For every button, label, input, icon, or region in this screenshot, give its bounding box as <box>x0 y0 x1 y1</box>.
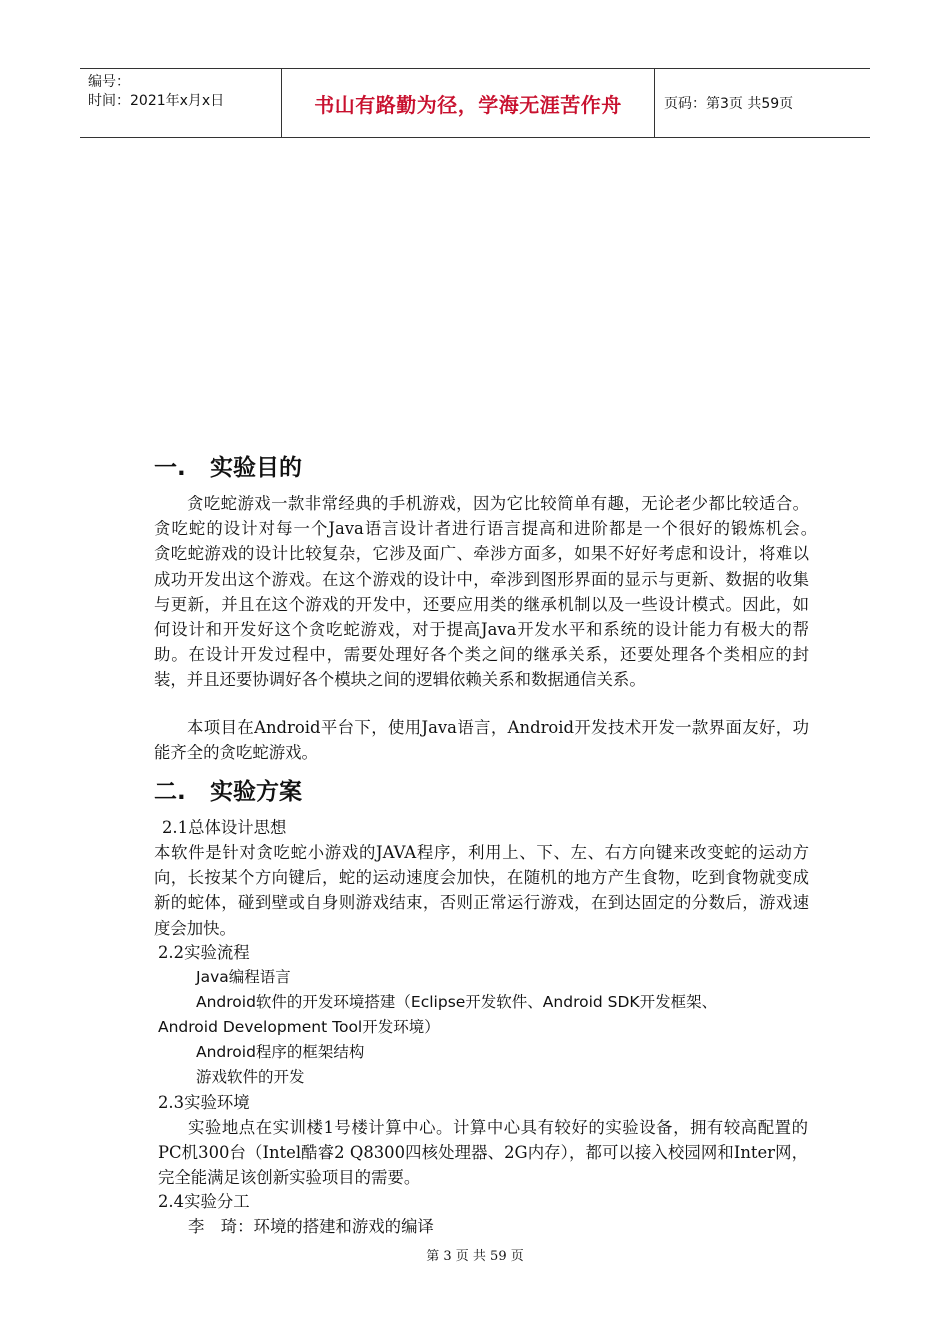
section-1-paragraph-1: 贪吃蛇游戏一款非常经典的手机游戏，因为它比较简单有趣，无论老少都比较适合。贪吃蛇的设计对每一个Java语言设计者进行语言提高和进阶都是一个很好的锻炼机会。 贪吃蛇游戏的设计比较复杂，它涉及面广、牵涉方面多，如果不好好考虑和设计，将难以成功开发出这个游戏。在这个游戏的设计中，牵涉到图形界面的显示与更新、数据的收集与更新，并且在这个游戏的开发中，还要应用类的继承机制以及一些设计模式。因此，如何设计和开发好这个贪吃蛇游戏，对于提高Java开发水平和系统的设计能力有极大的帮助。在设计开发过程中，需要处理好各个类之间的继承关系，还要处理各个类相应的封装，并且还要协调好各个模块之间的逻辑依赖关系和数据通信关系。 <box>154 494 859 690</box>
subsection-2-4-title: 2.4实验分工 <box>158 1192 250 1211</box>
flow-item-2: Android软件的开发环境搭建（Eclipse开发软件、Android SDK开发框架、 <box>196 993 718 1011</box>
division-item-1: 李 琦：环境的搭建和游戏的编译 <box>188 1217 434 1236</box>
section-1-number: 一. <box>154 455 186 481</box>
section-1-heading <box>154 452 302 484</box>
page-header <box>80 68 870 138</box>
section-1-paragraph-2: 本项目在Android平台下，使用Java语言，Android开发技术开发一款界面友好，功能齐全的贪吃蛇游戏。 <box>154 718 809 763</box>
subsection-2-3-title: 2.3实验环境 <box>158 1093 250 1112</box>
page-footer: 第 3 页 共 59 页 <box>426 1249 524 1264</box>
serial-label: 编号： <box>88 74 130 90</box>
time-label: 时间：2021年x月x日 <box>88 93 225 109</box>
subsection-2-1-text: 本软件是针对贪吃蛇小游戏的JAVA程序，利用上、下、左、右方向键来改变蛇的运动方向，长按某个方向键后，蛇的运动速度会加快，在随机的地方产生食物，吃到食物就变成新的蛇体，碰到壁或自身则游戏结束，否则正常运行游戏，在到达固定的分数后，游戏速度会加快。 <box>154 843 809 938</box>
section-1-title: 实验目的 <box>210 455 302 481</box>
subsection-2-1-title: 2.1总体设计思想 <box>162 818 287 837</box>
page-info: 页码：第3页 共59页 <box>664 96 794 112</box>
flow-item-4: 游戏软件的开发 <box>196 1068 305 1086</box>
subsection-2-2-title: 2.2实验流程 <box>158 943 250 962</box>
motto: 书山有路勤为径，学海无涯苦作舟 <box>282 69 655 137</box>
flow-item-1: Java编程语言 <box>196 968 291 986</box>
flow-item-2-cont: Android Development Tool开发环境） <box>158 1018 440 1036</box>
header-left-cell <box>80 69 282 137</box>
section-2-heading <box>154 776 302 808</box>
section-2-title: 实验方案 <box>210 779 302 805</box>
flow-item-3: Android程序的框架结构 <box>196 1043 365 1061</box>
subsection-2-3-text: 实验地点在实训楼1号楼计算中心。计算中心具有较好的实验设备，拥有较高配置的PC机300台（Intel酷睿2 Q8300四核处理器、2G内存），都可以接入校园网和Inter网，完全能满足该创新实验项目的需要。 <box>158 1118 808 1188</box>
section-2-number: 二. <box>154 779 186 805</box>
